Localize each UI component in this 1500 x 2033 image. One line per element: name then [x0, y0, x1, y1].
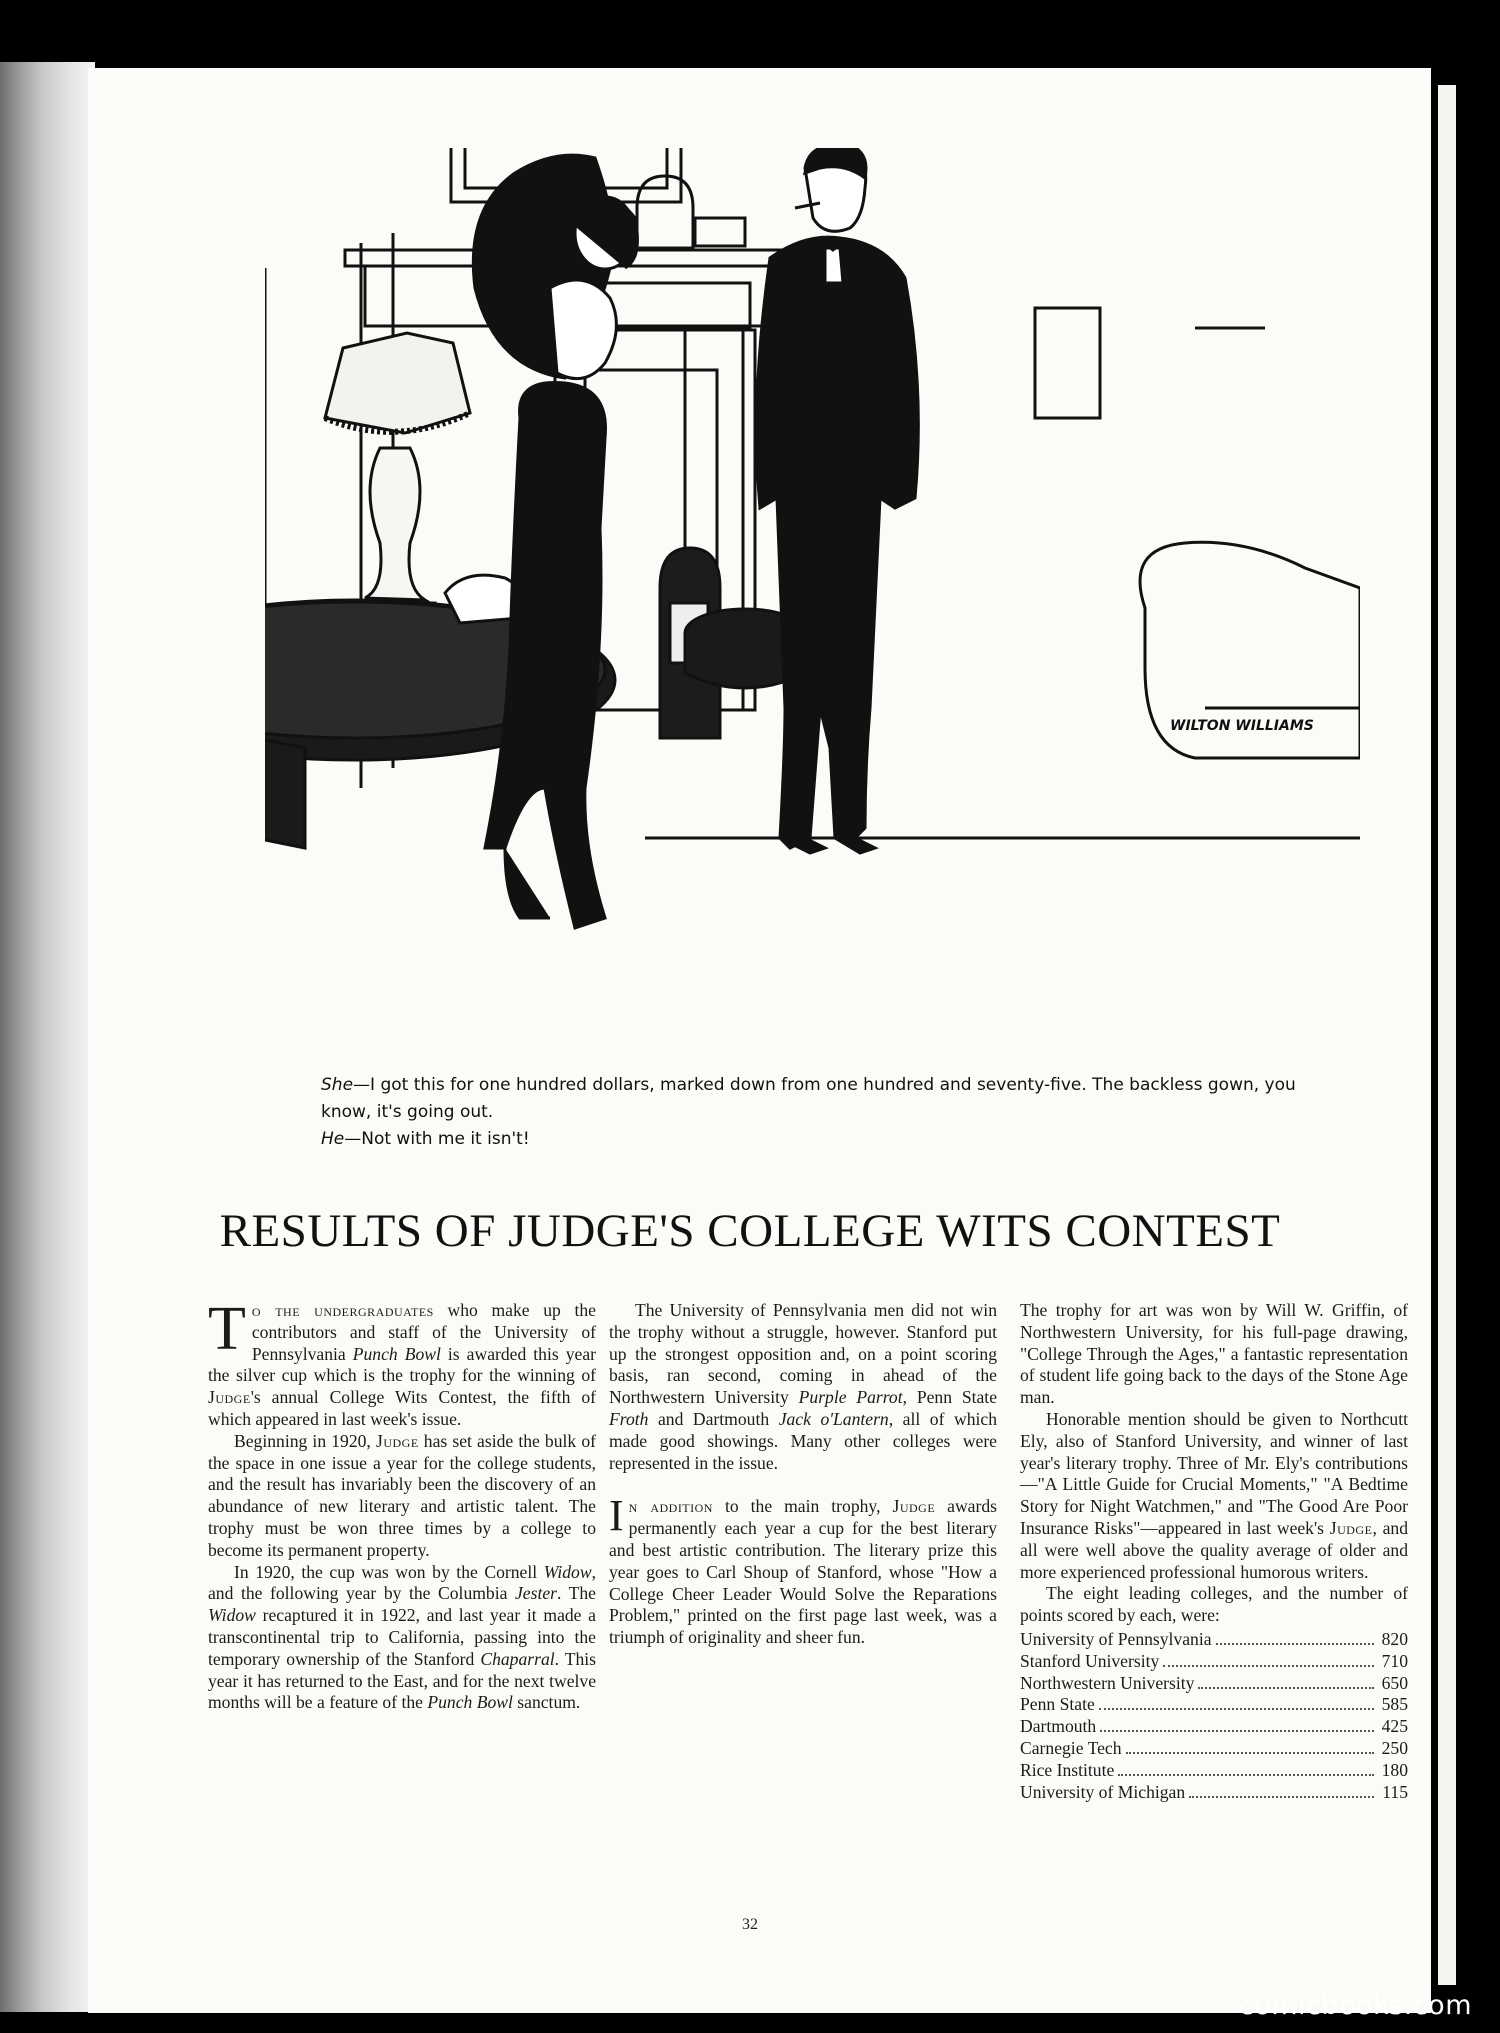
small-frame	[1035, 308, 1100, 418]
drop-cap-small: I	[609, 1491, 624, 1541]
table-row: Rice Institute 180	[1020, 1759, 1408, 1780]
she-speaker: She	[321, 1075, 354, 1095]
article-paragraph-3: In 1920, the cup was won by the Cornell Widow, and the following year by the Columbia Jester. The Widow recaptured it in 1922, and last year it made a transcontinental trip to California, passing into the temporary ownership of the Stanford Chaparral. This year it has returned to the East, and for the next twelve months will be a feature of the Punch Bowl sanctum.	[208, 1561, 596, 1713]
article-column-3	[1020, 1300, 1408, 1803]
drop-cap: T	[208, 1300, 246, 1363]
article-column-2-body	[609, 1300, 997, 1649]
article-paragraph-4: The University of Pennsylvania men did not win the trophy without a struggle, however. Stanford put up the strongest opposition and, on a point scoring basis, ran second, coming in ahead of the Northwestern University Purple Parrot, Penn State Froth and Dartmouth Jack o'Lantern, all of which made good showings. Many other colleges were represented in the issue.	[609, 1300, 997, 1473]
article-paragraph-7: Honorable mention should be given to Northcutt Ely, also of Stanford University, and winner of last year's literary trophy. Three of Mr. Ely's contributions—"A Little Guide for Crucial Moments," "A Bedtime Story for Night Watchmen," and "The Good Are Poor Insurance Risks"—appeared in last week's Judge, and all were well above the quality average of older and more experienced professional humorous writers.	[1020, 1408, 1408, 1582]
he-speaker: He	[321, 1129, 345, 1149]
book-page-edge	[0, 62, 95, 2012]
cartoon-illustration	[265, 148, 1360, 1030]
facing-page-edge	[1438, 85, 1456, 1985]
she-text: —I got this for one hundred dollars, marked down from one hundred and seventy-five. The backless gown, you know, it's going out.	[321, 1075, 1296, 1122]
article-headline: RESULTS OF JUDGE'S COLLEGE WITS CONTEST	[219, 1205, 1281, 1257]
results-table	[1020, 1629, 1408, 1803]
artist-signature: WILTON WILLIAMS	[1170, 718, 1314, 734]
lamp-shade	[325, 333, 470, 433]
table-row: University of Pennsylvania 820	[1020, 1628, 1408, 1649]
table-row: Dartmouth 425	[1020, 1716, 1408, 1737]
table-row: University of Michigan 115	[1020, 1781, 1408, 1802]
site-watermark: comicbooks.com	[1238, 1990, 1472, 2021]
cartoon-caption	[321, 1072, 1321, 1153]
article-paragraph-5: In addition to the main trophy, Judge awards permanently each year a cup for the best literary and best artistic contribution. The literary prize this year goes to Carl Shoup of Stanford, whose "How a College Cheer Leader Would Solve the Reparations Problem," printed on the first page last week, was a triumph of originality and sheer fun.	[609, 1491, 997, 1648]
caption-he-line	[321, 1126, 1321, 1153]
table-row: Carnegie Tech 250	[1020, 1737, 1408, 1758]
woman-figure	[473, 155, 637, 928]
article-paragraph-8: The eight leading colleges, and the number of points scored by each, were:	[1020, 1583, 1408, 1626]
he-text: —Not with me it isn't!	[344, 1129, 530, 1149]
table-row: Stanford University 710	[1020, 1650, 1408, 1671]
lamp-base	[365, 448, 425, 600]
table-row: Northwestern University 650	[1020, 1672, 1408, 1693]
article-column-1	[208, 1300, 596, 1925]
table-row: Penn State 585	[1020, 1694, 1408, 1715]
man-figure	[757, 148, 919, 853]
caption-she-line	[321, 1072, 1321, 1126]
article-paragraph-1: To the undergraduates who make up the contributors and staff of the University of Pennsylvania Punch Bowl is awarded this year the silver cup which is the trophy for the winning of Judge's annual College Wits Contest, the fifth of which appeared in last week's issue.	[208, 1300, 596, 1429]
article-paragraph-6: The trophy for art was won by Will W. Griffin, of Northwestern University, for his full-page drawing, "College Through the Ages," a fantastic representation of student life going back to the days of the Stone Age man.	[1020, 1300, 1408, 1408]
article-paragraph-2: Beginning in 1920, Judge has set aside the bulk of the space in one issue a year for the college students, and the result has invariably been the discovery of an abundance of new literary and artistic talent. The trophy must be won three times by a college to become its permanent property.	[208, 1430, 596, 1560]
page-number: 32	[742, 1916, 758, 1933]
